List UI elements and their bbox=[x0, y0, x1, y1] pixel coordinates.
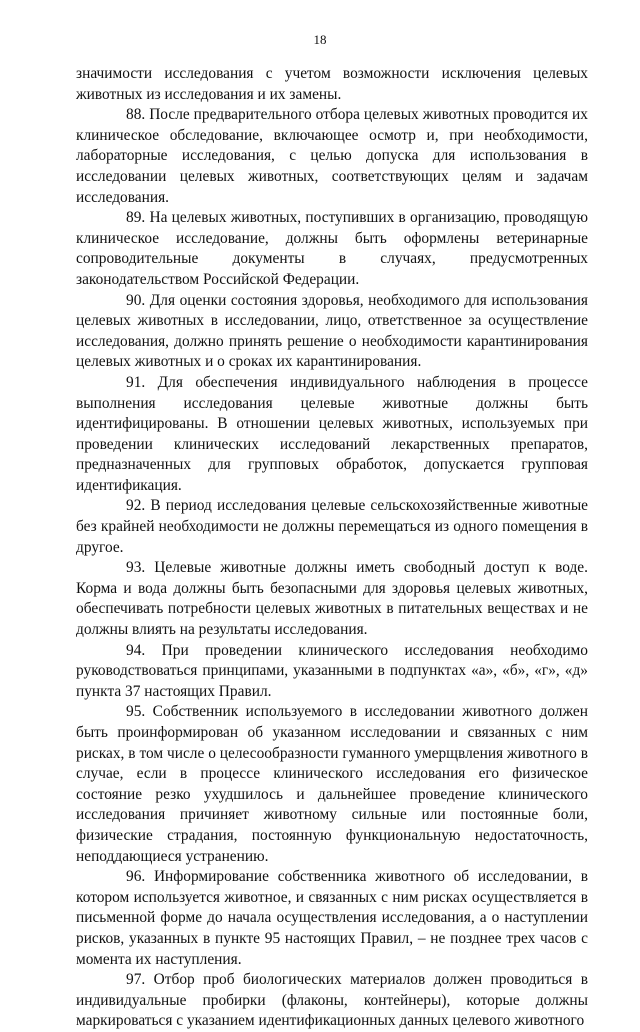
paragraph-continuation: значимости исследования с учетом возможности исключения целевых животных из исследования и их замены. bbox=[76, 65, 588, 103]
paragraph-93: 93. Целевые животные должны иметь свободный доступ к воде. Корма и вода должны быть безопасными для здоровья целевых животных, обеспечивать потребности целевых животных в питательных веществах и не должны влиять на результаты исследования. bbox=[76, 559, 588, 639]
page-number: 18 bbox=[313, 32, 327, 47]
paragraph-97: 97. Отбор проб биологических материалов должен проводиться в индивидуальные пробирки (флаконы, контейнеры), которые должны маркироваться с указанием идентификационных данных целевого животного bbox=[76, 971, 588, 1030]
paragraph-88: 88. После предварительного отбора целевых животных проводится их клиническое обследование, включающее осмотр и, при необходимости, лабораторные исследования, с целью допуска для использования в исследовании целевых животных, соответствующих целям и задачам исследования. bbox=[76, 106, 588, 206]
paragraph-94: 94. При проведении клинического исследования необходимо руководствоваться принципами, указанными в подпунктах «а», «б», «г», «д» пункта 37 настоящих Правил. bbox=[76, 641, 588, 700]
document-body bbox=[76, 64, 588, 1032]
paragraph-90: 90. Для оценки состояния здоровья, необходимого для использования целевых животных в исследовании, лицо, ответственное за осуществление исследования, должно принять решение о необходимости карантинирования целевых животных и о сроках их карантинирования. bbox=[76, 291, 588, 371]
paragraph-96: 96. Информирование собственника животного об исследовании, в котором используется животное, и связанных с ним рисках осуществляется в письменной форме до начала осуществления исследования, а о наступлении рисков, указанных в пункте 95 настоящих Правил, – не позднее трех часов с момента их наступления. bbox=[76, 868, 588, 968]
paragraph-95: 95. Собственник используемого в исследовании животного должен быть проинформирован об указанном исследовании и связанных с ним рисках, в том числе о целесообразности гуманного умерщвления животного в случае, если в процессе клинического исследования его физическое состояние резко ухудшилось и дальнейшее проведение клинического исследования причиняет животному сильные или постоянные боли, физические страдания, постоянную функциональную недостаточность, неподдающиеся устранению. bbox=[76, 703, 588, 865]
paragraph-92: 92. В период исследования целевые сельскохозяйственные животные без крайней необходимости не должны перемещаться из одного помещения в другое. bbox=[76, 497, 588, 556]
paragraph-89: 89. На целевых животных, поступивших в организацию, проводящую клиническое исследование, должны быть оформлены ветеринарные сопроводительные документы в случаях, предусмотренных законодательством Российской Федерации. bbox=[76, 209, 588, 288]
paragraph-91: 91. Для обеспечения индивидуального наблюдения в процессе выполнения исследования целевые животные должны быть идентифицированы. В отношении целевых животных, используемых при проведении клинических исследований лекарственных препаратов, предназначенных для групповых обработок, допускается групповая идентификация. bbox=[76, 373, 588, 494]
